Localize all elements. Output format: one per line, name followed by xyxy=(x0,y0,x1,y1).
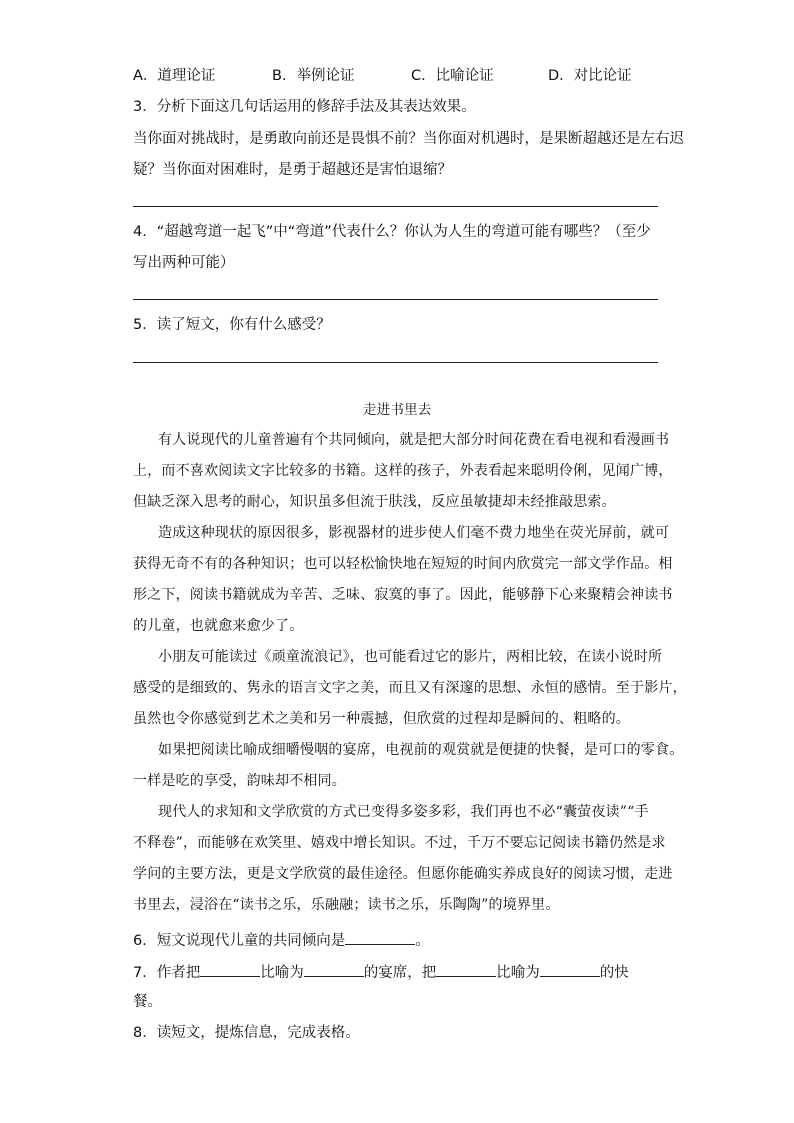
q6-end: 。 xyxy=(415,933,430,949)
q3-text-line-1: 当你面对挑战时，是勇敢向前还是畏惧不前？当你面对机遇时，是果断超越还是左右迟 xyxy=(133,131,684,147)
article-line: 获得无奇不有的各种知识；也可以轻松愉快地在短短的时间内欣赏完一部文学作品。相 xyxy=(133,556,673,572)
q7-part-3: 的宴席，把 xyxy=(363,965,437,981)
q4-line-1: 4．“超越弯道一起飞”中“弯道”代表什么？你认为人生的弯道可能有哪些？（至少 xyxy=(133,224,651,240)
q3-prompt: 3．分析下面这几句话运用的修辞手法及其表达效果。 xyxy=(133,99,476,115)
article-line: 如果把阅读比喻成细嚼慢咽的宴席，电视前的观赏就是便捷的快餐，是可口的零食。 xyxy=(158,742,684,758)
article-line: 感受的是细致的、隽永的语言文字之美，而且又有深邃的思想、永恒的感情。至于影片， xyxy=(133,680,687,696)
article-line: 有人说现代的儿童普遍有个共同倾向，就是把大部分时间花费在看电视和看漫画书 xyxy=(158,432,670,448)
option-b: B．举例论证 xyxy=(272,68,355,84)
q7-part-4: 比喻为 xyxy=(496,965,540,981)
q7-part-5: 的快 xyxy=(599,965,629,981)
article-line: 学问的主要方法，更是文学欣赏的最佳途径。但愿你能确实养成良好的阅读习惯，走进 xyxy=(133,866,673,882)
q7-line-2: 餐。 xyxy=(133,994,162,1010)
q7-part-2: 比喻为 xyxy=(260,965,304,981)
article-line: 现代人的求知和文学欣赏的方式已变得多姿多彩，我们再也不必“囊萤夜读”“手 xyxy=(158,804,649,820)
article-line: 上，而不喜欢阅读文字比较多的书籍。这样的孩子，外表看起来聪明伶俐，见闻广博， xyxy=(133,463,673,479)
article-line: 小朋友可能读过《顽童流浪记》，也可能看过它的影片，两相比较，在读小说时所 xyxy=(158,649,663,665)
q3-text-line-2: 疑？当你面对困难时，是勇于超越还是害怕退缩？ xyxy=(133,162,452,178)
q7-blank-3[interactable] xyxy=(436,961,496,977)
option-a: A．道理论证 xyxy=(133,68,216,84)
article-line: 但缺乏深入思考的耐心，知识虽多但流于肤浅，反应虽敏捷却未经推敲思索。 xyxy=(133,494,616,510)
option-d: D．对比论证 xyxy=(548,68,632,84)
article-line: 虽然也令你感觉到艺术之美和另一种震撼，但欣赏的过程却是瞬间的、粗略的。 xyxy=(133,711,630,727)
option-c: C．比喻论证 xyxy=(411,68,494,84)
q6-blank[interactable] xyxy=(345,929,415,945)
q4-line-2: 写出两种可能） xyxy=(133,255,235,271)
q7-question xyxy=(133,961,629,983)
article-line: 一样是吃的享受，韵味却不相同。 xyxy=(133,773,346,789)
q5-prompt: 5．读了短文，你有什么感受？ xyxy=(133,317,331,333)
q3-answer-line[interactable] xyxy=(133,206,658,207)
q7-part-1: 7．作者把 xyxy=(133,965,201,981)
q6-question xyxy=(133,929,430,951)
q4-answer-line[interactable] xyxy=(133,299,658,300)
article-line: 造成这种现状的原因很多，影视器材的进步使人们毫不费力地坐在荧光屏前，就可 xyxy=(158,525,670,541)
q8-prompt: 8．读短文，提炼信息，完成表格。 xyxy=(133,1025,360,1041)
q5-answer-line[interactable] xyxy=(133,362,658,363)
article-line: 书里去，浸浴在“读书之乐，乐融融；读书之乐，乐陶陶”的境界里。 xyxy=(133,897,560,913)
q7-blank-1[interactable] xyxy=(200,961,260,977)
article-line: 的儿童，也就愈来愈少了。 xyxy=(133,618,304,634)
q7-blank-2[interactable] xyxy=(304,961,364,977)
q6-text: 6．短文说现代儿童的共同倾向是 xyxy=(133,933,346,949)
article-line: 不释卷”，而能够在欢笑里、嬉戏中增长知识。不过，千万不要忘记阅读书籍仍然是求 xyxy=(133,835,666,851)
q7-blank-4[interactable] xyxy=(540,961,600,977)
article-title: 走进书里去 xyxy=(363,402,432,418)
article-line: 形之下，阅读书籍就成为辛苦、乏味、寂寞的事了。因此，能够静下心来聚精会神读书 xyxy=(133,587,673,603)
